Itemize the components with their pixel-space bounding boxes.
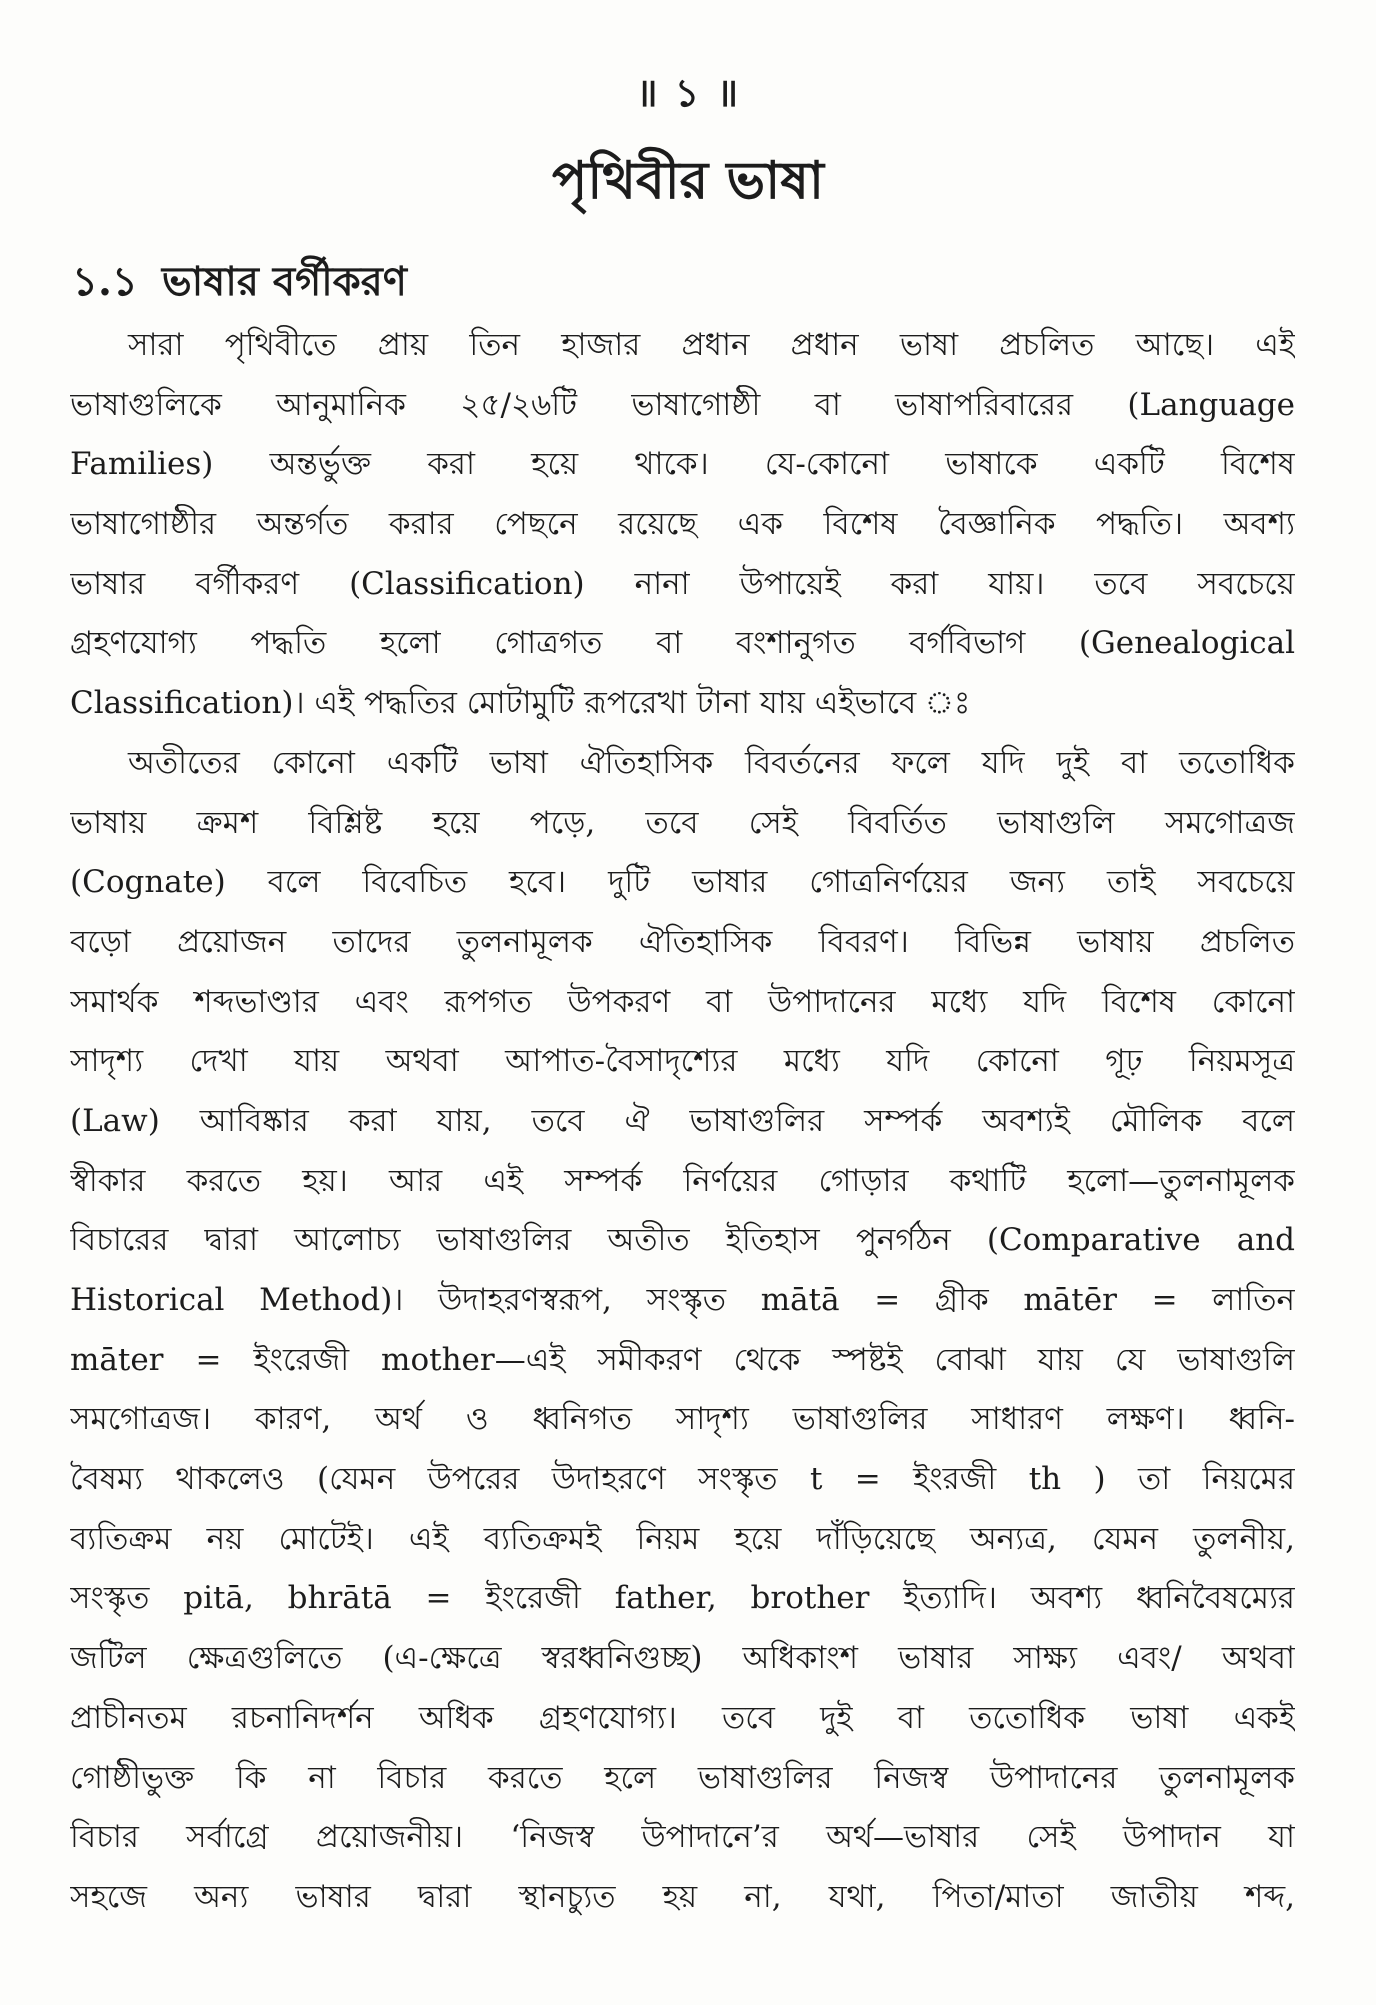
text-line: গ্রহণযোগ্য পদ্ধতি হলো গোত্রগত বা বংশানুগত বর্গবিভাগ (Genealogical [70, 625, 1295, 662]
text-line: প্রাচীনতম রচনানিদর্শন অধিক গ্রহণযোগ্য। তবে দুই বা ততোধিক ভাষা একই [70, 1699, 1295, 1736]
text-line: সহজে অন্য ভাষার দ্বারা স্থানচ্যুত হয় না, যথা, পিতা/মাতা জাতীয় শব্দ, [70, 1878, 1295, 1915]
section-title: ভাষার বর্গীকরণ [161, 258, 407, 305]
body-text [70, 316, 1295, 1928]
text-line: (Cognate) বলে বিবেচিত হবে। দুটি ভাষার গোত্রনির্ণয়ের জন্য তাই সবচেয়ে [70, 864, 1295, 901]
text-line: ব্যতিক্রম নয় মোটেই। এই ব্যতিক্রমই নিয়ম হয়ে দাঁড়িয়েছে অন্যত্র, যেমন তুলনীয়, [70, 1520, 1295, 1557]
text-line: জটিল ক্ষেত্রগুলিতে (এ-ক্ষেত্রে স্বরধ্বনিগুচ্ছ) অধিকাংশ ভাষার সাক্ষ্য এবং/ অথবা [70, 1640, 1295, 1677]
text-line: ভাষাগোষ্ঠীর অন্তর্গত করার পেছনে রয়েছে এক বিশেষ বৈজ্ঞানিক পদ্ধতি। অবশ্য [70, 506, 1295, 543]
text-line: Families) অন্তর্ভুক্ত করা হয়ে থাকে। যে-কোনো ভাষাকে একটি বিশেষ [70, 446, 1295, 483]
section-heading [72, 250, 407, 317]
text-line: বিচারের দ্বারা আলোচ্য ভাষাগুলির অতীত ইতিহাস পুনর্গঠন (Comparative and [70, 1222, 1295, 1259]
text-line: (Law) আবিষ্কার করা যায়, তবে ঐ ভাষাগুলির সম্পর্ক অবশ্যই মৌলিক বলে [70, 1102, 1295, 1139]
text-line: সাদৃশ্য দেখা যায় অথবা আপাত-বৈসাদৃশ্যের মধ্যে যদি কোনো গূঢ় নিয়মসূত্র [70, 1043, 1295, 1080]
text-line: সারা পৃথিবীতে প্রায় তিন হাজার প্রধান প্রধান ভাষা প্রচলিত আছে। এই [128, 327, 1295, 363]
chapter-number: ॥ ১ ॥ [635, 70, 741, 115]
text-line: Historical Method)। উদাহরণস্বরূপ, সংস্কৃত mātā = গ্রীক mātēr = লাতিন [70, 1282, 1295, 1318]
text-line: সংস্কৃত pitā, bhrātā = ইংরেজী father, brother ইত্যাদি। অবশ্য ধ্বনিবৈষম্যের [70, 1580, 1295, 1617]
text-line: গোষ্ঠীভুক্ত কি না বিচার করতে হলে ভাষাগুলির নিজস্ব উপাদানের তুলনামূলক [70, 1759, 1295, 1796]
text-line: সমগোত্রজ। কারণ, অর্থ ও ধ্বনিগত সাদৃশ্য ভাষাগুলির সাধারণ লক্ষণ। ধ্বনি- [70, 1401, 1295, 1438]
text-line: বড়ো প্রয়োজন তাদের তুলনামূলক ঐতিহাসিক বিবরণ। বিভিন্ন ভাষায় প্রচলিত [70, 923, 1295, 960]
text-line: ভাষায় ক্রমশ বিশ্লিষ্ট হয়ে পড়ে, তবে সেই বিবর্তিত ভাষাগুলি সমগোত্রজ [70, 804, 1295, 841]
section-number: ১.১ [72, 258, 138, 305]
text-line: ভাষাগুলিকে আনুমানিক ২৫/২৬টি ভাষাগোষ্ঠী বা ভাষাপরিবারের (Language [70, 386, 1295, 423]
chapter-title: পৃথিবীর ভাষা [552, 150, 824, 211]
text-line: বৈষম্য থাকলেও (যেমন উপরের উদাহরণে সংস্কৃত t = ইংরজী th ) তা নিয়মের [70, 1461, 1295, 1498]
text-line: māter = ইংরেজী mother—এই সমীকরণ থেকে স্পষ্টই বোঝা যায় যে ভাষাগুলি [70, 1341, 1295, 1378]
text-line: ভাষার বর্গীকরণ (Classification) নানা উপায়েই করা যায়। তবে সবচেয়ে [70, 565, 1295, 602]
text-line: বিচার সর্বাগ্রে প্রয়োজনীয়। ‘নিজস্ব উপাদানে’র অর্থ—ভাষার সেই উপাদান যা [70, 1819, 1295, 1856]
text-line: সমার্থক শব্দভাণ্ডার এবং রূপগত উপকরণ বা উপাদানের মধ্যে যদি বিশেষ কোনো [70, 983, 1295, 1020]
text-line: অতীতের কোনো একটি ভাষা ঐতিহাসিক বিবর্তনের ফলে যদি দুই বা ততোধিক [128, 744, 1295, 781]
text-line: স্বীকার করতে হয়। আর এই সম্পর্ক নির্ণয়ের গোড়ার কথাটি হলো—তুলনামূলক [70, 1162, 1295, 1199]
text-line: Classification)। এই পদ্ধতির মোটামুটি রূপরেখা টানা যায় এইভাবে ঃ [70, 685, 971, 722]
